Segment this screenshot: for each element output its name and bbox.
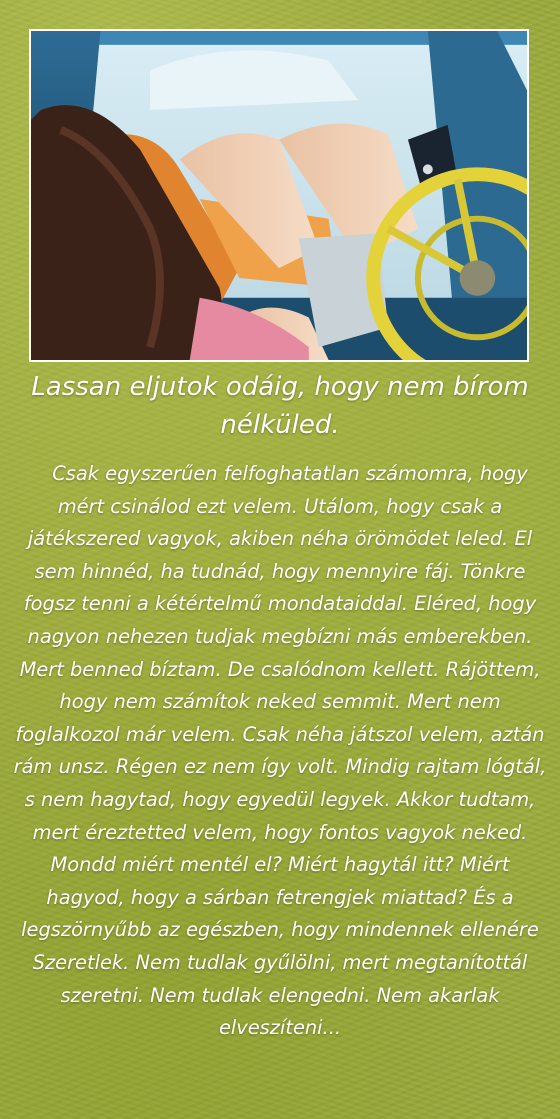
car-photo <box>31 31 527 360</box>
poem-title: Lassan eljutok odáig, hogy nem bírom nélküled. <box>31 372 529 440</box>
photo-frame <box>29 29 529 362</box>
poem-body: Csak egyszerűen felfoghatatlan számomra, hogy mért csinálod ezt velem. Utálom, hogy csak a játékszered vagyok, akiben néha örömödet leled. El sem hinnéd, ha tudnád, hogy mennyire fáj. Tönkre fogsz tenni a kétértelmű mondataiddal. Eléred, hogy nagyon nehezen tudjak megbízni más emberekben. Mert benned bíztam. De csalódnom kellett. Rájöttem, hogy nem számítok neked semmit. Mert nem foglalkozol már velem. Csak néha játszol velem, aztán rám unsz. Régen ez nem így volt. Mindig rajtam lógtál, s nem hagytad, hogy egyedül legyek. Akkor tudtam, mert éreztetted velem, hogy fontos vagyok neked. Mondd miért mentél el? Miért hagytál itt? Miért hagyod, hogy a sárban fetrengjek miattad? És a legszörnyűbb az egészben, hogy mindennek ellenére Szeretlek. Nem tudlak gyűlölni, mert megtanítottál szeretni. Nem tudlak elengedni. Nem akarlak elveszíteni... <box>13 462 547 1040</box>
